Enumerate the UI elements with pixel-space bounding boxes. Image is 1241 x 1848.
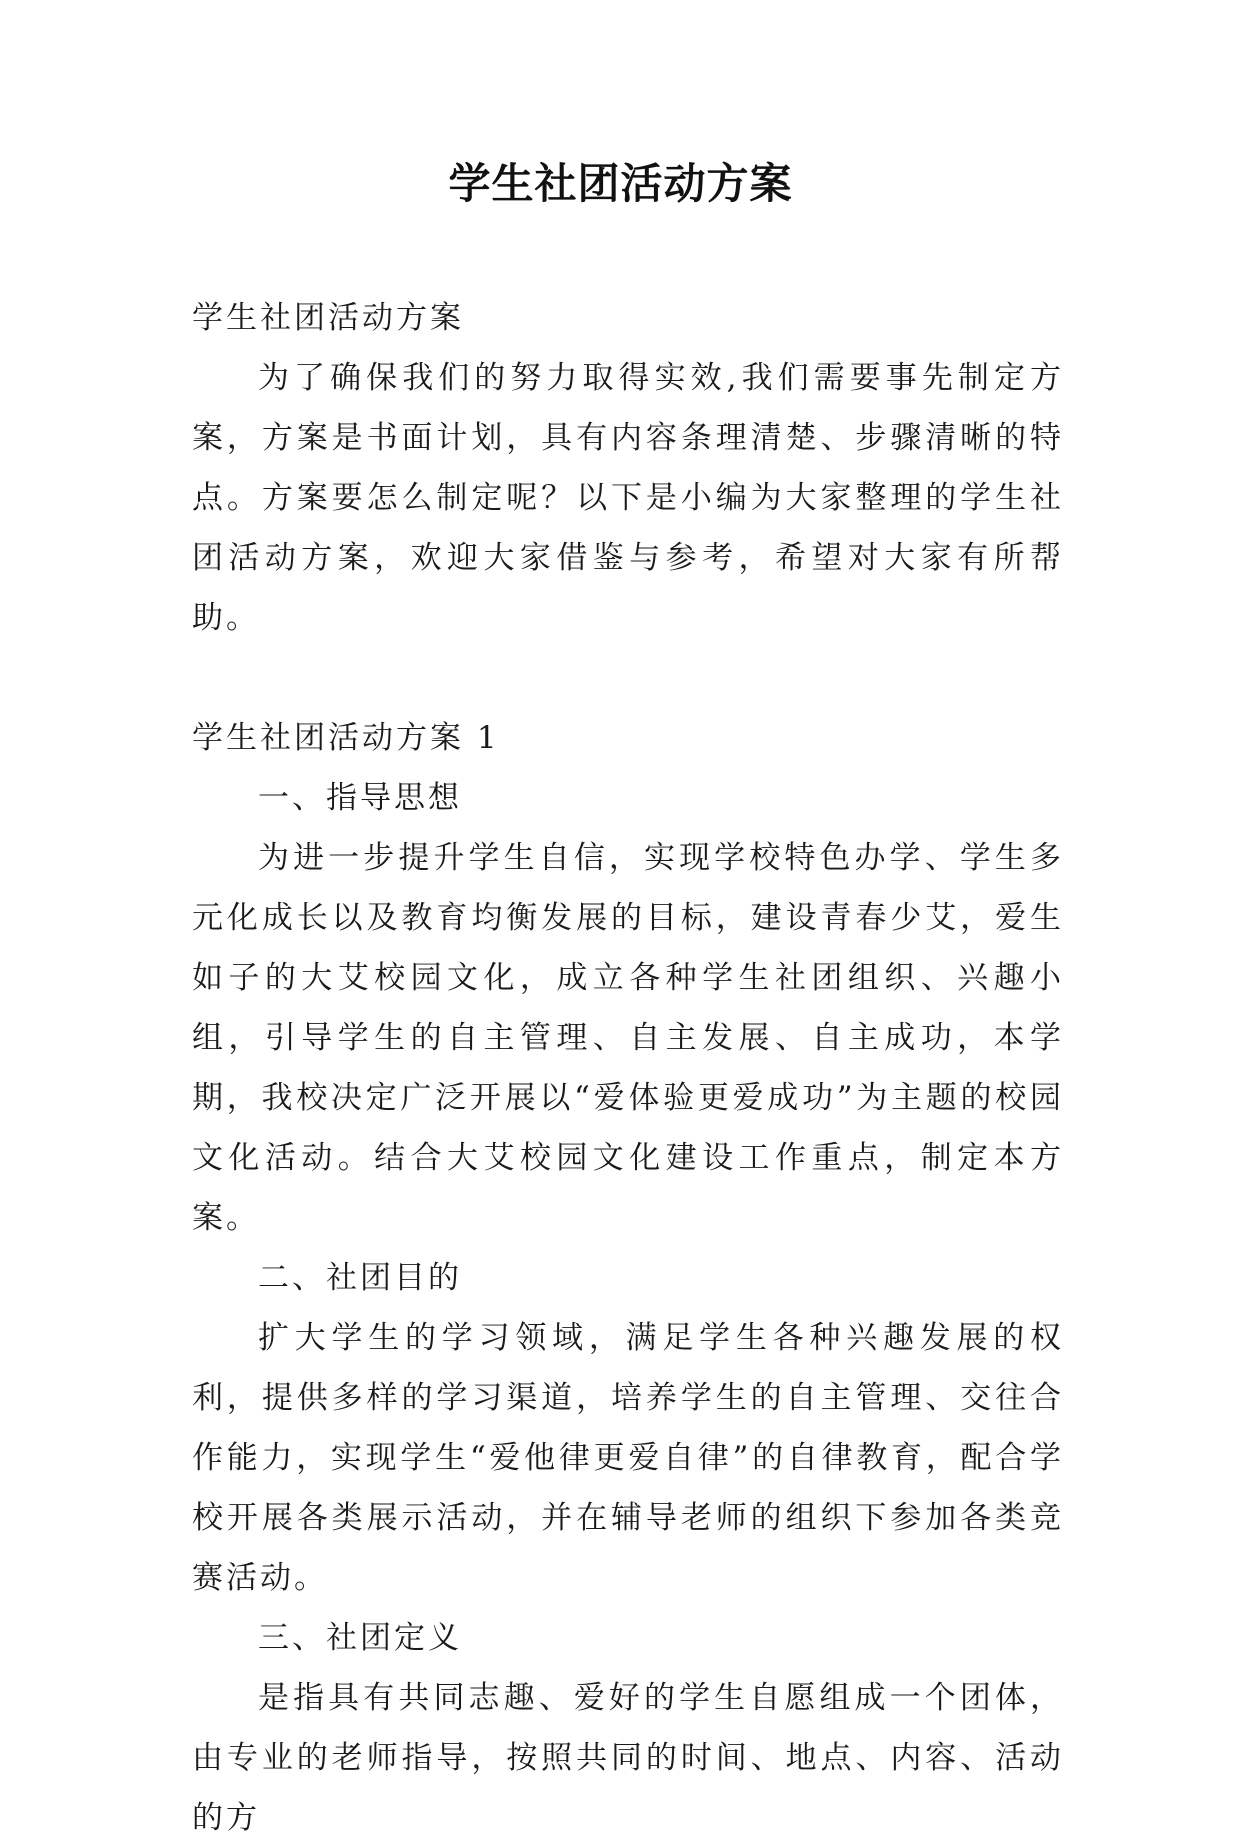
paragraph-guiding-ideology: 为进一步提升学生自信，实现学校特色办学、学生多元化成长以及教育均衡发展的目标，建设青春少艾，爱生如子的大艾校园文化，成立各种学生社团组织、兴趣小组，引导学生的自主管理、自主发展、自主成功，本学期，我校决定广泛开展以“爱体验更爱成功”为主题的校园文化活动。结合大艾校园文化建设工作重点，制定本方案。 [192,840,1064,1236]
paragraph-club-definition: 是指具有共同志趣、爱好的学生自愿组成一个团体，由专业的老师指导，按照共同的时间、地点、内容、活动的方 [192,1680,1064,1836]
intro-paragraph: 为了确保我们的努力取得实效,我们需要事先制定方案，方案是书面计划，具有内容条理清楚、步骤清晰的特点。方案要怎么制定呢？以下是小编为大家整理的学生社团活动方案，欢迎大家借鉴与参考，希望对大家有所帮助。 [192,360,1064,636]
section-title: 学生社团活动方案 1 [192,720,500,756]
heading-guiding-ideology: 一、指导思想 [258,780,462,816]
paragraph-club-purpose: 扩大学生的学习领域，满足学生各种兴趣发展的权利，提供多样的学习渠道，培养学生的自主管理、交往合作能力，实现学生“爱他律更爱自律”的自律教育，配合学校开展各类展示活动，并在辅导老师的组织下参加各类竞赛活动。 [192,1320,1064,1596]
heading-club-purpose: 二、社团目的 [258,1260,462,1296]
heading-club-definition: 三、社团定义 [258,1620,462,1656]
document-subtitle: 学生社团活动方案 [192,300,464,336]
document-body [192,288,1064,1848]
paragraph-spacer [192,648,1064,708]
document-title: 学生社团活动方案 [448,159,793,208]
